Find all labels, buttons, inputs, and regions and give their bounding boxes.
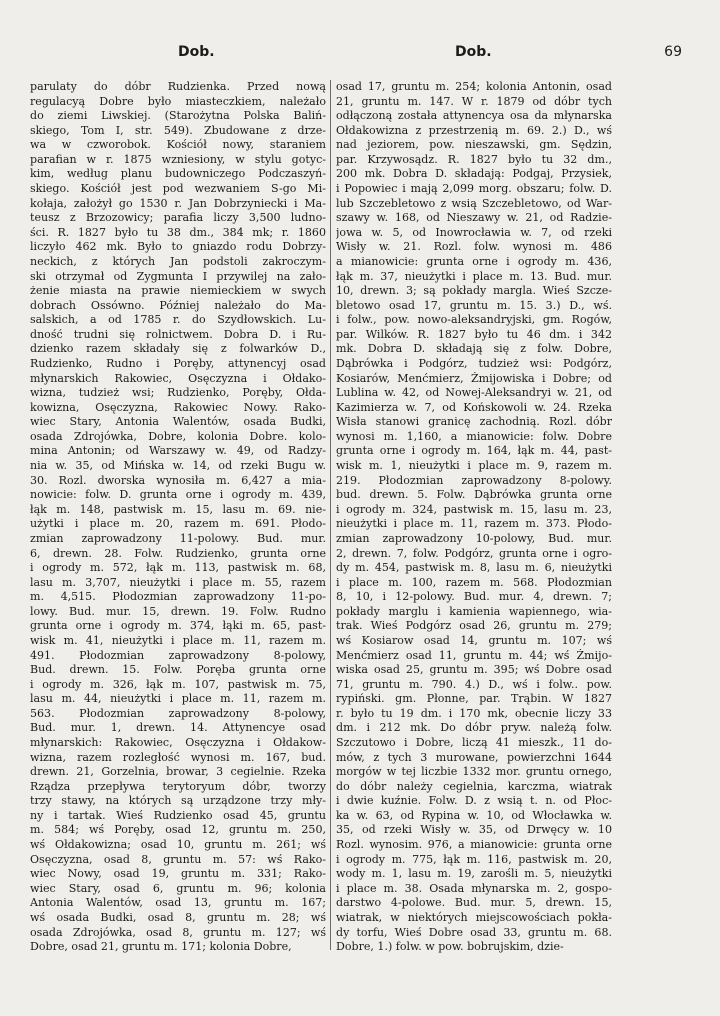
text-line: kowizna, Osęczyzna, Rakowiec Nowy. Rako- [30,400,326,414]
text-line: i dwie kuźnie. Folw. D. z wsią t. n. od Płoc- [336,794,612,808]
text-line: 8, 10, i 12-polowy. Bud. mur. 4, drewn. 7; [336,590,612,604]
text-line: dobrach Ossówno. Później należało do Ma- [30,298,326,312]
text-line: ski otrzymał od Zygmunta I przywilej na zało- [30,269,326,283]
text-line: pokłady marglu i kamienia wapiennego, wia- [336,604,612,618]
text-line: morgów w tej liczbie 1332 mor. gruntu ornego, [336,765,612,779]
text-line: 35, od rzeki Wisły w. 35, od Drwęcy w. 10 [336,823,612,837]
text-line: 2, drewn. 7, folw. Podgórz, grunta orne i ogro- [336,546,612,560]
text-line: Lublina w. 42, od Nowej-Aleksandryi w. 21, od [336,386,612,400]
text-line: wynosi m. 1,160, a mianowicie: folw. Dobre [336,429,612,443]
text-line: wś Kosiarow osad 14, gruntu m. 107; wś [336,633,612,647]
text-line: Ołdakowizna z przestrzenią m. 69. 2.) D., wś [336,123,612,137]
text-line: dzienko razem składały się z folwarków D., [30,342,326,356]
text-line: odłączoną została attynencya osa da młynarska [336,109,612,123]
text-line: i ogrody m. 572, łąk m. 113, pastwisk m. 68, [30,561,326,575]
text-line: 30. Rozl. dworska wynosiła m. 6,427 a mia- [30,473,326,487]
text-line: bud. drewn. 5. Folw. Dąbrówka grunta orne [336,488,612,502]
text-line: lasu m. 44, nieużytki i place m. 11, razem m. [30,692,326,706]
text-line: jowa w. 5, od Inowrocławia w. 7, od rzeki [336,225,612,239]
text-line: osad 17, gruntu m. 254; kolonia Antonin, osad [336,80,612,93]
text-line: 71, gruntu m. 790. 4.) D., wś i folw.. pow. [336,677,612,691]
text-line: wizna, tudzież wsi; Rudzienko, Poręby, Ołda- [30,386,326,400]
text-line: wiec Nowy, osad 19, gruntu m. 331; Rako- [30,867,326,881]
text-line: 219. Płodozmian zaprowadzony 8-polowy. [336,473,612,487]
text-line: m. 584; wś Poręby, osad 12, gruntu m. 250, [30,823,326,837]
text-line: ny i tartak. Wieś Rudzienko osad 45, gruntu [30,808,326,822]
text-line: Rozl. wynosim. 976, a mianowicie: grunta orne [336,838,612,852]
text-line: wś Ołdakowizna; osad 10, gruntu m. 261; wś [30,838,326,852]
text-line: Antonia Walentów, osad 13, gruntu m. 167; [30,896,326,910]
text-line: wizna, razem rozległość wynosi m. 167, bud. [30,750,326,764]
text-line: kim, według planu budowniczego Podczaszyń- [30,167,326,181]
right-text-column [336,80,612,955]
text-line: wiatrak, w niektórych miejscowościach pokła- [336,910,612,924]
text-line: i ogrody m. 775, łąk m. 116, pastwisk m. 20, [336,852,612,866]
text-line: młynarskich: Rakowiec, Osęczyzna i Ołdakow- [30,736,326,750]
text-line: skiego. Kościół jest pod wezwaniem S-go Mi- [30,182,326,196]
text-line: mów, z tych 3 murowane, powierzchni 1644 [336,750,612,764]
text-line: 6, drewn. 28. Folw. Rudzienko, grunta orne [30,546,326,560]
text-line: neckich, z których Jan podstoli zakroczym- [30,254,326,268]
text-line: do ziemi Liwskiej. (Starożytna Polska Baliń- [30,109,326,123]
left-text-column [30,80,326,955]
text-line: Szczutowo i Dobre, liczą 41 mieszk., 11 do- [336,736,612,750]
text-line: zmian zaprowadzony 10-polowy, Bud. mur. [336,531,612,545]
text-line: trzy stawy, na których są urządzone trzy mły- [30,794,326,808]
text-line: drewn. 21, Gorzelnia, browar, 3 cegielnie. Rzeka [30,765,326,779]
text-line: nieużytki i place m. 11, razem m. 373. Płodo- [336,517,612,531]
text-line: i Popowiec i mają 2,099 morg. obszaru; folw. D. [336,182,612,196]
text-line: zmian zaprowadzony 11-polowy. Bud. mur. [30,531,326,545]
text-line: liczyło 462 mk. Było to gniazdo rodu Dobrzy- [30,240,326,254]
text-line: szawy w. 168, od Nieszawy w. 21, od Radzie- [336,211,612,225]
text-line: Kosiarów, Menćmierz, Żmijowiska i Dobre; od [336,371,612,385]
text-line: parafian w r. 1875 wzniesiony, w stylu gotyc- [30,152,326,166]
text-line: do dóbr należy cegielnia, karczma, wiatrak [336,779,612,793]
text-line: Wisła stanowi granicę zachodnią. Rozl. dóbr [336,415,612,429]
text-line: ści. R. 1827 było tu 38 dm., 384 mk; r. 1860 [30,225,326,239]
text-line: ka w. 63, od Rypina w. 10, od Włocławka w. [336,808,612,822]
text-line: i ogrody m. 324, pastwisk m. 15, lasu m. 23, [336,502,612,516]
text-line: Wisły w. 21. Rozl. folw. wynosi m. 486 [336,240,612,254]
text-line: rypiński. gm. Płonne, par. Trąbin. W 1827 [336,692,612,706]
text-line: osada Zdrojówka, osad 8, gruntu m. 127; wś [30,925,326,939]
page-number: 69 [664,44,682,60]
text-line: parulaty do dóbr Rudzienka. Przed nową [30,80,326,93]
text-line: Osęczyzna, osad 8, gruntu m. 57: wś Rako- [30,852,326,866]
text-line: mina Antonin; od Warszawy w. 49, od Radzy- [30,444,326,458]
text-line: Dąbrówka i Podgórz, tudzież wsi: Podgórz, [336,356,612,370]
text-line: i place m. 38. Osada młynarska m. 2, gospo- [336,881,612,895]
text-line: lub Szczebletowo z wsią Szczebletowo, od War- [336,196,612,210]
text-line: żenie miasta na prawie niemieckiem w swych [30,284,326,298]
text-line: par. Wilków. R. 1827 było tu 46 dm. i 342 [336,327,612,341]
text-line: wiska osad 25, gruntu m. 395; wś Dobre osad [336,663,612,677]
text-line: m. 4,515. Płodozmian zaprowadzony 11-po- [30,590,326,604]
text-line: 563. Płodozmian zaprowadzony 8-polowy, [30,706,326,720]
text-line: 491. Płodozmian zaprowadzony 8-polowy, [30,648,326,662]
text-line: i ogrody m. 326, łąk m. 107, pastwisk m. 75, [30,677,326,691]
text-line: Kazimierza w. 7, od Końskowoli w. 24. Rzeka [336,400,612,414]
text-line: nowicie: folw. D. grunta orne i ogrody m. 439, [30,488,326,502]
header-left-word: Dob. [178,44,215,60]
text-line: wa w czworobok. Kościół nowy, staraniem [30,138,326,152]
text-line: wisk m. 1, nieużytki i place m. 9, razem m. [336,459,612,473]
text-line: wiec Stary, osad 6, gruntu m. 96; kolonia [30,881,326,895]
text-line: a mianowicie: grunta orne i ogrody m. 436, [336,254,612,268]
text-line: dm. i 212 mk. Do dóbr pryw. należą folw. [336,721,612,735]
text-line: dność trudni się rolnictwem. Dobra D. i Ru- [30,327,326,341]
text-line: nia w. 35, od Mińska w. 14, od rzeki Bugu w. [30,459,326,473]
text-line: lasu m. 3,707, nieużytki i place m. 55, razem [30,575,326,589]
text-line: skiego, Tom I, str. 549). Zbudowane z drze- [30,123,326,137]
text-line: kołaja, założył go 1530 r. Jan Dobrzyniecki i Ma- [30,196,326,210]
text-line: r. było tu 19 dm. i 170 mk, obecnie liczy 33 [336,706,612,720]
text-line: młynarskich Rakowiec, Osęczyzna i Ołdako- [30,371,326,385]
header-center-word: Dob. [455,44,492,60]
text-line: teusz z Brzozowicy; parafia liczy 3,500 ludno- [30,211,326,225]
text-line: Menćmierz osad 11, gruntu m. 44; wś Żmijo- [336,648,612,662]
text-line: Dobre, 1.) folw. w pow. bobrujskim, dzie- [336,940,564,954]
text-line: par. Krzywosądz. R. 1827 było tu 32 dm., [336,152,612,166]
text-line: Bud. drewn. 15. Folw. Poręba grunta orne [30,663,326,677]
text-line: i place m. 100, razem m. 568. Płodozmian [336,575,612,589]
text-line: wody m. 1, lasu m. 19, zarośli m. 5, nieużytki [336,867,612,881]
text-line: Rudzienko, Rudno i Poręby, attynencyj osad [30,356,326,370]
text-line: i folw., pow. nowo-aleksandryjski, gm. Rogów, [336,313,612,327]
text-line: łąk m. 148, pastwisk m. 15, lasu m. 69. nie- [30,502,326,516]
text-line: regulacyą Dobre było miasteczkiem, należało [30,94,326,108]
text-line: Bud. mur. 1, drewn. 14. Attynencye osad [30,721,326,735]
text-line: bletowo osad 17, gruntu m. 15. 3.) D., wś. [336,298,612,312]
text-line: wisk m. 41, nieużytki i place m. 11, razem m. [30,633,326,647]
text-line: użytki i place m. 20, razem m. 691. Płodo- [30,517,326,531]
text-line: 21, gruntu m. 147. W r. 1879 od dóbr tych [336,94,612,108]
text-line: nad jeziorem, pow. nieszawski, gm. Sędzin, [336,138,612,152]
text-line: Rządza przepływa terytoryum dóbr, tworzy [30,779,326,793]
text-line: łąk m. 37, nieużytki i place m. 13. Bud. mur. [336,269,612,283]
text-line: dy m. 454, pastwisk m. 8, lasu m. 6, nieużytki [336,561,612,575]
text-line: Dobre, osad 21, gruntu m. 171; kolonia Dobre, [30,940,292,954]
text-line: wś osada Budki, osad 8, gruntu m. 28; wś [30,910,326,924]
text-line: lowy. Bud. mur. 15, drewn. 19. Folw. Rudno [30,604,326,618]
text-line: salskich, a od 1785 r. do Szydłowskich. Lu- [30,313,326,327]
text-line: dy torfu, Wieś Dobre osad 33, gruntu m. 68. [336,925,612,939]
text-line: wiec Stary, Antonia Walentów, osada Budki, [30,415,326,429]
text-line: 200 mk. Dobra D. składają: Podgaj, Przysiek, [336,167,612,181]
text-line: osada Zdrojówka, Dobre, kolonia Dobre. kolo- [30,429,326,443]
text-line: grunta orne i ogrody m. 164, łąk m. 44, past- [336,444,612,458]
column-divider [330,80,331,950]
text-line: trak. Wieś Podgórz osad 26, gruntu m. 279; [336,619,612,633]
text-line: grunta orne i ogrody m. 374, łąki m. 65, past- [30,619,326,633]
text-line: mk. Dobra D. składają się z folw. Dobre, [336,342,612,356]
text-line: darstwo 4-polowe. Bud. mur. 5, drewn. 15, [336,896,612,910]
text-line: 10, drewn. 3; są pokłady margla. Wieś Szcze- [336,284,612,298]
running-header [30,44,690,66]
